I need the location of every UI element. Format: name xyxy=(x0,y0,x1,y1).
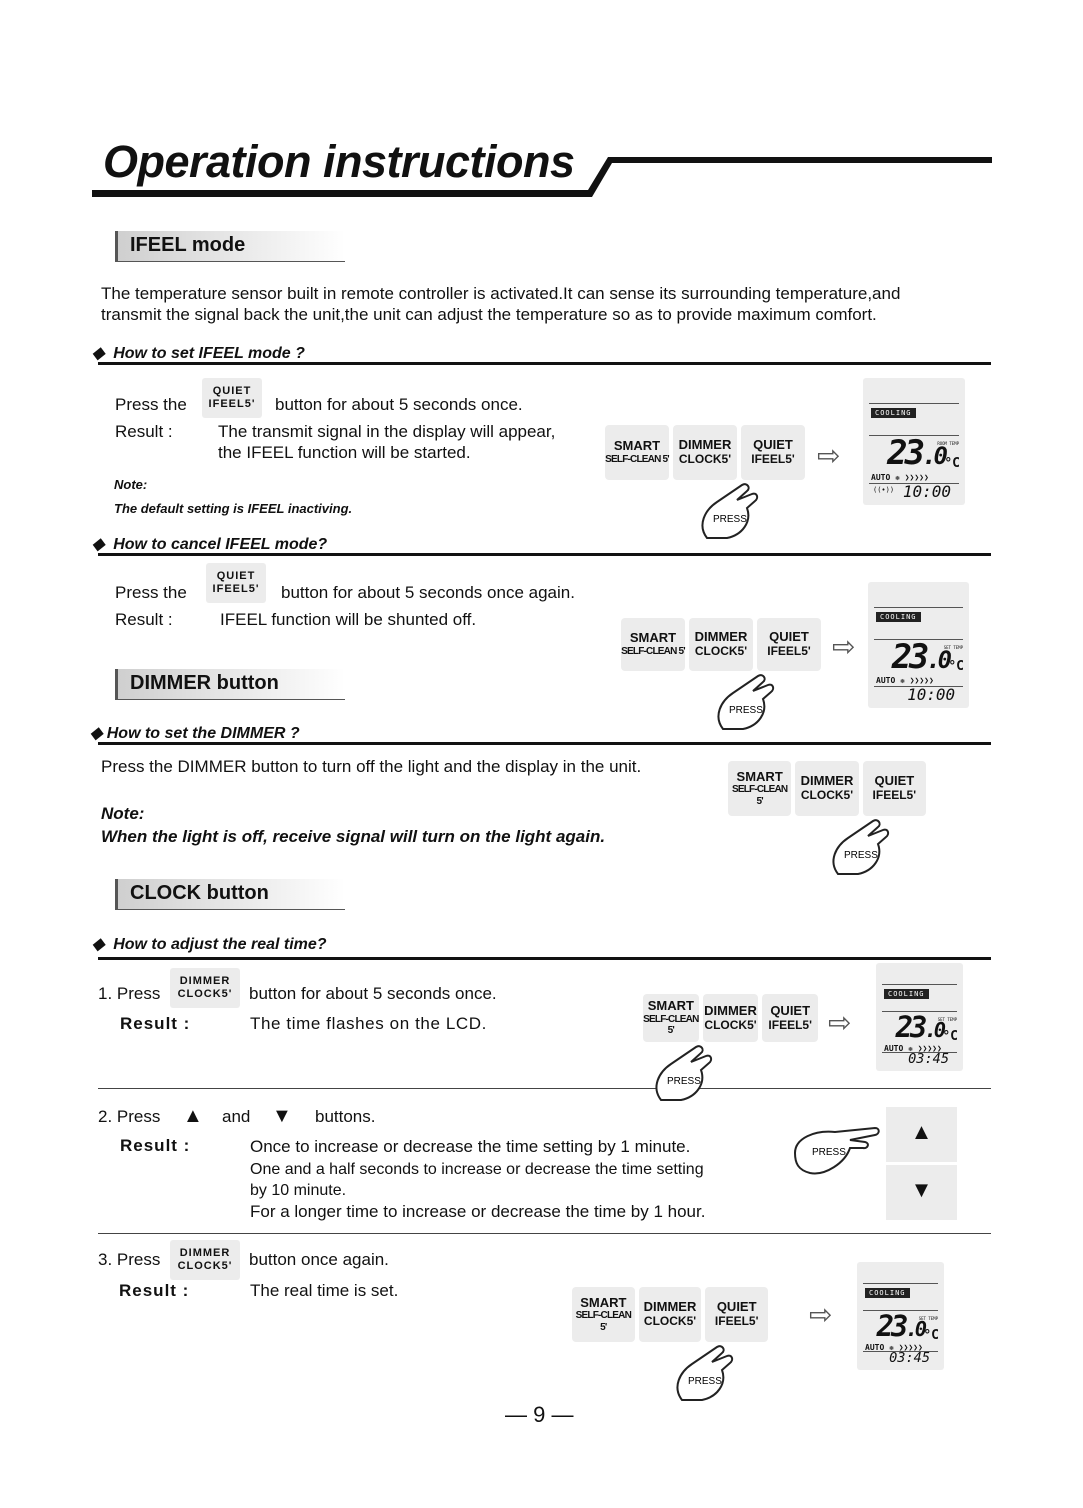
result-label: Result : xyxy=(120,1136,191,1155)
quiet-button[interactable] xyxy=(863,761,926,816)
text: 2. Press xyxy=(98,1107,161,1126)
result-label: Result : xyxy=(115,610,173,629)
dimmer-button[interactable] xyxy=(673,425,737,480)
quiet-button[interactable] xyxy=(762,994,818,1042)
arrow-right-icon: ⇨ xyxy=(817,440,841,471)
text: Once to increase or decrease the time setting by 1 minute. xyxy=(250,1137,691,1156)
remote-button-group xyxy=(605,425,805,525)
result-label: Result : xyxy=(115,422,173,441)
temp-label: SET TEMP xyxy=(943,644,963,650)
smart-button[interactable] xyxy=(728,761,791,816)
temp-label: SET TEMP xyxy=(937,1016,957,1022)
press-hand-icon xyxy=(672,1342,747,1402)
text: the IFEEL function will be started. xyxy=(218,443,471,462)
svg-text:PRESS: PRESS xyxy=(713,514,747,525)
text: buttons. xyxy=(315,1107,376,1126)
key-sublabel: SELF-CLEAN 5' xyxy=(643,1013,699,1037)
dimmer-clock-key-icon: DIMMER CLOCK5' xyxy=(170,968,240,1008)
key-sublabel: SELF-CLEAN 5' xyxy=(605,454,669,466)
ifeel-signal-icon: ((•)) xyxy=(873,486,895,494)
section-clock: CLOCK button xyxy=(115,879,345,910)
text: button for about 5 seconds once. xyxy=(275,395,523,414)
key-label: SMART xyxy=(736,768,783,784)
key-label: SMART xyxy=(647,998,694,1014)
temp-unit: °C xyxy=(948,659,964,675)
text: by 10 minute. xyxy=(250,1182,347,1199)
mode-badge: COOLING xyxy=(871,408,916,418)
quiet-button[interactable] xyxy=(705,1287,768,1342)
dimmer-question: ◆ How to set the DIMMER ? xyxy=(90,725,300,742)
temperature: 23.0 xyxy=(876,1308,924,1343)
arrow-right-icon: ⇨ xyxy=(809,1299,833,1330)
key-sublabel: SELF-CLEAN 5' xyxy=(621,646,685,658)
mode-badge: COOLING xyxy=(884,989,929,999)
key-sublabel: IFEEL5' xyxy=(714,1314,759,1329)
ifeel-intro: transmit the signal back the unit,the unit can adjust the temperature so as to provide maximum comfort. xyxy=(101,305,877,324)
key-label: SMART xyxy=(613,438,661,454)
key-sublabel: CLOCK5' xyxy=(800,788,854,803)
text: The time flashes on the LCD. xyxy=(250,1014,487,1033)
section-dimmer: DIMMER button xyxy=(115,669,345,700)
key-label: DIMMER xyxy=(694,629,748,645)
up-button[interactable]: ▲ xyxy=(886,1107,957,1162)
press-hand-icon xyxy=(790,1118,885,1180)
text: The real time is set. xyxy=(250,1281,399,1300)
clock-time: 03:45 xyxy=(889,1350,930,1367)
lcd-display xyxy=(868,582,969,708)
press-hand-icon xyxy=(713,671,788,731)
dimmer-button[interactable] xyxy=(795,761,858,816)
divider xyxy=(98,742,991,745)
key-label: SMART xyxy=(580,1294,627,1310)
fan-auto-indicator: AUTO ❋ ❯❯❯❯❯ xyxy=(876,676,934,686)
clock-time: 10:00 xyxy=(902,482,951,501)
key-sublabel: IFEEL5' xyxy=(872,788,917,803)
result-label: Result : xyxy=(119,1281,190,1300)
text: Press the xyxy=(115,395,187,414)
up-triangle-icon: ▲ xyxy=(183,1105,203,1127)
key-sublabel: SELF-CLEAN 5' xyxy=(731,784,788,807)
arrow-right-icon: ⇨ xyxy=(832,631,856,662)
text: button for about 5 seconds once again. xyxy=(281,583,575,602)
text: One and a half seconds to increase or decrease the time setting xyxy=(250,1161,704,1178)
remote-button-group xyxy=(728,761,926,861)
text: 1. Press xyxy=(98,984,161,1003)
key-sublabel: SELF-CLEAN 5' xyxy=(575,1310,631,1333)
press-hand-icon xyxy=(697,480,772,540)
note-label: Note: xyxy=(114,477,148,492)
fan-auto-indicator: AUTO ❋ ❯❯❯❯❯ xyxy=(865,1342,923,1352)
text: and xyxy=(222,1107,251,1126)
ifeel-intro: The temperature sensor built in remote controller is activated.It can sense its surrounding temperature,and xyxy=(101,284,901,303)
clock-time: 10:00 xyxy=(907,685,955,705)
temperature: 23.0 xyxy=(891,636,949,676)
text: 3. Press xyxy=(98,1250,161,1269)
lcd-display xyxy=(876,963,963,1071)
key-label: QUIET xyxy=(753,437,793,453)
key-label: QUIET xyxy=(874,773,915,789)
smart-button[interactable] xyxy=(605,425,669,480)
quiet-ifeel-key-icon: QUIET IFEEL5' xyxy=(202,378,262,418)
temp-unit: °C xyxy=(942,1029,958,1045)
ifeel-set-question: ◆ How to set IFEEL mode ? xyxy=(92,345,305,362)
result-label: Result : xyxy=(120,1014,191,1033)
mode-badge: COOLING xyxy=(865,1288,910,1298)
fan-auto-indicator: AUTO ❋ ❯❯❯❯❯ xyxy=(884,1043,942,1053)
key-label: DIMMER xyxy=(800,773,854,789)
clock-question: ◆ How to adjust the real time? xyxy=(92,936,327,953)
text: button for about 5 seconds once. xyxy=(249,984,497,1003)
press-hand-icon xyxy=(651,1042,726,1102)
key-label: DIMMER xyxy=(678,437,732,453)
key-sublabel: CLOCK5' xyxy=(678,452,732,467)
key-label: DIMMER xyxy=(704,1002,757,1018)
key-sublabel: IFEEL5' xyxy=(768,1017,812,1032)
title-underline xyxy=(0,0,1083,210)
temp-unit: °C xyxy=(923,1328,939,1344)
key-sublabel: CLOCK5' xyxy=(643,1314,697,1329)
temp-unit: °C xyxy=(944,456,960,471)
dimmer-clock-key-icon: DIMMER CLOCK5' xyxy=(170,1240,240,1280)
note-text: When the light is off, receive signal will turn on the light again. xyxy=(101,827,606,846)
dimmer-button[interactable] xyxy=(689,618,753,671)
key-label: DIMMER xyxy=(643,1299,697,1315)
page-number: — 9 — xyxy=(505,1402,574,1427)
arrow-right-icon: ⇨ xyxy=(828,1007,852,1038)
text: Press the xyxy=(115,583,187,602)
divider xyxy=(98,957,991,960)
temp-label: SET TEMP xyxy=(918,1315,938,1321)
note-text: The default setting is IFEEL inactiving. xyxy=(114,501,353,516)
divider xyxy=(98,553,991,556)
clock-time: 03:45 xyxy=(908,1051,949,1068)
key-label: SMART xyxy=(629,630,677,646)
text: For a longer time to increase or decrease the time by 1 hour. xyxy=(250,1202,706,1221)
key-sublabel: CLOCK5' xyxy=(704,1017,757,1032)
key-label: QUIET xyxy=(770,1002,811,1018)
key-label: QUIET xyxy=(716,1299,757,1315)
key-sublabel: IFEEL5' xyxy=(767,644,811,659)
svg-text:PRESS: PRESS xyxy=(844,850,878,861)
svg-text:PRESS: PRESS xyxy=(729,705,763,716)
temperature: 23.0 xyxy=(887,433,945,473)
key-sublabel: CLOCK5' xyxy=(694,644,748,659)
down-button[interactable]: ▼ xyxy=(886,1165,957,1220)
text: Press the DIMMER button to turn off the light and the display in the unit. xyxy=(101,757,642,776)
remote-button-group xyxy=(572,1287,768,1387)
note-label: Note: xyxy=(101,804,145,823)
quiet-button[interactable] xyxy=(757,618,821,671)
divider xyxy=(98,362,991,365)
dimmer-button[interactable] xyxy=(703,994,759,1042)
text: button once again. xyxy=(249,1250,389,1269)
down-triangle-icon: ▼ xyxy=(272,1105,292,1127)
remote-button-group xyxy=(621,618,821,716)
temperature: 23.0 xyxy=(895,1009,943,1044)
section-ifeel: IFEEL mode xyxy=(115,231,345,262)
divider xyxy=(98,1088,991,1089)
ifeel-cancel-question: ◆ How to cancel IFEEL mode? xyxy=(92,536,328,553)
lcd-display xyxy=(863,378,965,505)
dimmer-button[interactable] xyxy=(639,1287,702,1342)
temp-label: ROOM TEMP xyxy=(937,441,959,446)
mode-badge: COOLING xyxy=(876,612,921,622)
fan-auto-indicator: AUTO ❋ ❯❯❯❯❯ xyxy=(871,473,929,482)
quiet-button[interactable] xyxy=(741,425,805,480)
key-label: QUIET xyxy=(769,629,809,645)
svg-text:PRESS: PRESS xyxy=(667,1076,701,1087)
divider xyxy=(98,1233,991,1234)
key-sublabel: IFEEL5' xyxy=(751,452,795,467)
text: IFEEL function will be shunted off. xyxy=(220,610,477,629)
lcd-display xyxy=(857,1262,944,1370)
smart-button[interactable] xyxy=(621,618,685,671)
remote-button-group xyxy=(643,994,818,1087)
svg-text:PRESS: PRESS xyxy=(688,1376,722,1387)
smart-button[interactable] xyxy=(643,994,699,1042)
svg-text:PRESS: PRESS xyxy=(812,1147,846,1158)
text: The transmit signal in the display will appear, xyxy=(218,422,556,441)
page-title: Operation instructions xyxy=(103,136,575,187)
smart-button[interactable] xyxy=(572,1287,635,1342)
quiet-ifeel-key-icon: QUIET IFEEL5' xyxy=(206,563,266,603)
press-hand-icon xyxy=(828,816,903,876)
